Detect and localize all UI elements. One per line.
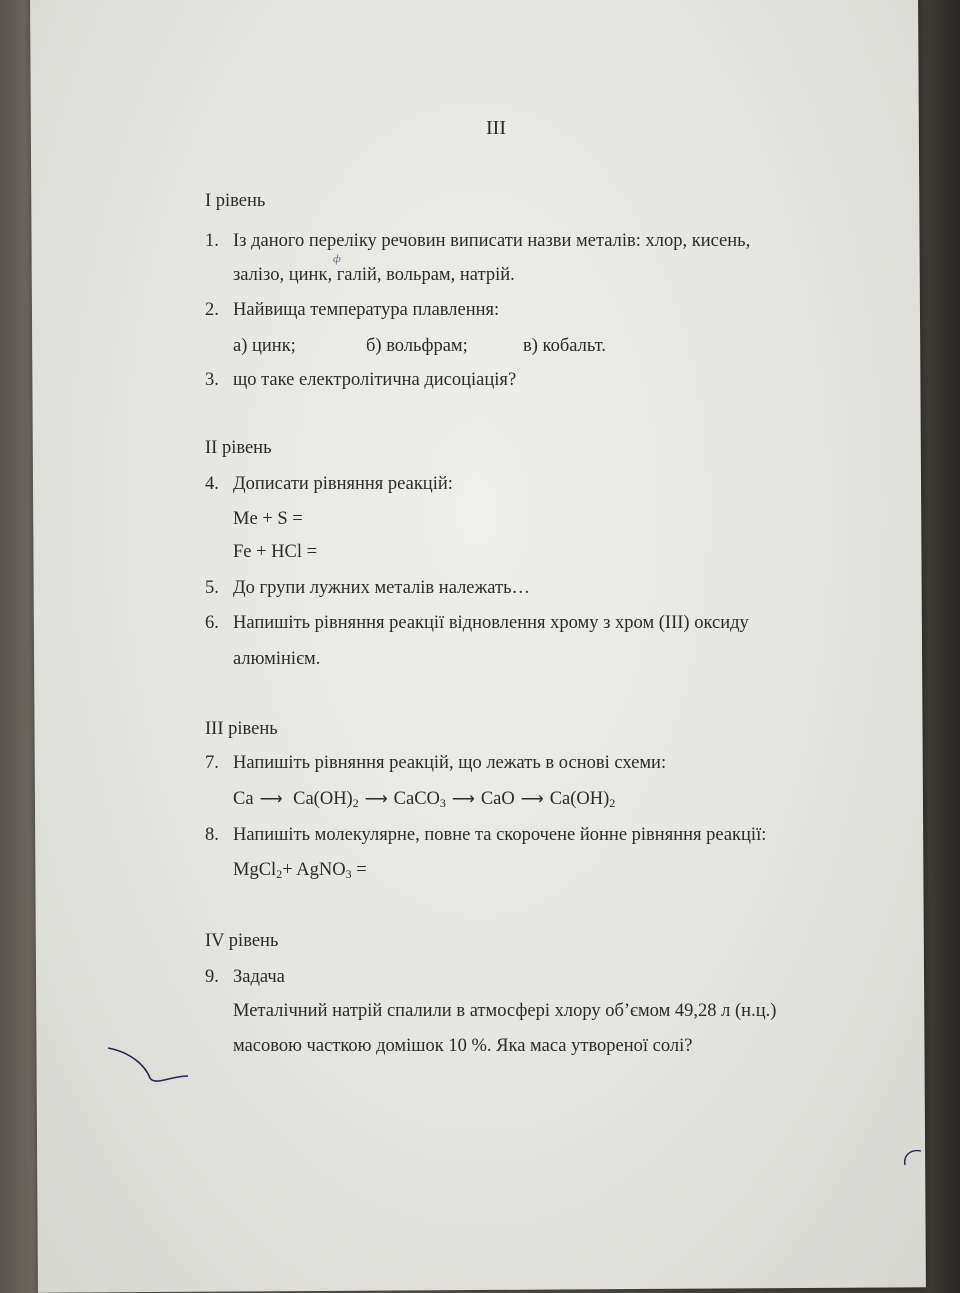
exam-sheet — [30, 0, 926, 1293]
question-number: 1. — [205, 231, 219, 251]
question-text: Найвища температура плавлення: — [233, 300, 500, 320]
equation-fe-hcl: Fe + HCl = — [233, 542, 318, 562]
compound: $Ca(OH)_2$ — [549, 789, 616, 810]
pen-squiggle-mark — [100, 1040, 200, 1090]
question-number: 3. — [205, 370, 219, 390]
page-title: III — [486, 117, 506, 139]
question-text: що таке електролітична дисоціація? — [233, 370, 517, 390]
question-number: 7. — [205, 753, 219, 773]
arrow-right-icon: ⟶ — [520, 791, 544, 808]
question-text: До групи лужних металів належать… — [233, 578, 531, 598]
question-number: 9. — [205, 967, 219, 987]
arrow-right-icon: ⟶ — [451, 791, 475, 808]
question-number: 6. — [205, 613, 219, 633]
question-text: Напишіть молекулярне, повне та скорочене йонне рівняння реакції: — [233, 825, 767, 845]
question-5 — [205, 579, 530, 598]
question-9 — [205, 968, 285, 987]
question-1-continued: залізо, цинк, галій, вольрам, натрій. — [233, 265, 515, 285]
option-b: б) вольфрам; — [366, 336, 468, 356]
question-number: 2. — [205, 300, 219, 320]
question-6 — [205, 614, 749, 633]
equation-me-s: Me + S = — [233, 509, 303, 529]
pen-check-mark — [895, 1145, 935, 1175]
compound: Ca — [233, 789, 254, 809]
question-number: 8. — [205, 825, 219, 845]
option-c: в) кобальт. — [523, 336, 606, 356]
question-number: 5. — [205, 578, 219, 598]
question-2 — [205, 301, 499, 320]
question-1 — [205, 232, 750, 251]
level-2-heading: ІІ рівень — [205, 438, 272, 458]
problem-text-line-2: масовою часткою домішок 10 %. Яка маса утвореної солі? — [233, 1036, 693, 1056]
question-text: Дописати рівняння реакцій: — [233, 474, 453, 494]
problem-text-line-1: Металічний натрій спалили в атмосфері хлору об’ємом 49,28 л (н.ц.) — [233, 1001, 777, 1021]
handwritten-correction: ф — [333, 253, 341, 265]
question-text: Із даного переліку речовин виписати назви металів: хлор, кисень, — [233, 231, 751, 251]
question-3 — [205, 371, 516, 390]
compound: CaO — [480, 789, 515, 809]
question-text: Напишіть рівняння реакцій, що лежать в основі схеми: — [233, 753, 667, 773]
question-number: 4. — [205, 474, 219, 494]
arrow-right-icon: ⟶ — [259, 791, 283, 808]
question-text: Напишіть рівняння реакції відновлення хрому з хром (ІІІ) оксиду — [233, 613, 749, 633]
question-8 — [205, 826, 766, 845]
question-6-continued: алюмінієм. — [233, 649, 321, 669]
compound: CaCO$_3$ — [393, 789, 446, 810]
question-text: Задача — [233, 967, 285, 987]
compound: $Ca(OH)_2$ — [293, 789, 359, 810]
level-1-heading: І рівень — [205, 191, 266, 211]
arrow-right-icon: ⟶ — [364, 791, 388, 808]
equation-mgcl2-agno3: MgCl$_2$+ AgNO$_3$ = — [233, 860, 367, 881]
option-a: а) цинк; — [233, 336, 296, 356]
reaction-scheme — [233, 790, 615, 809]
level-3-heading: ІІІ рівень — [205, 719, 278, 739]
question-7 — [205, 754, 666, 773]
level-4-heading: ІV рівень — [205, 931, 279, 951]
question-4 — [205, 475, 453, 494]
